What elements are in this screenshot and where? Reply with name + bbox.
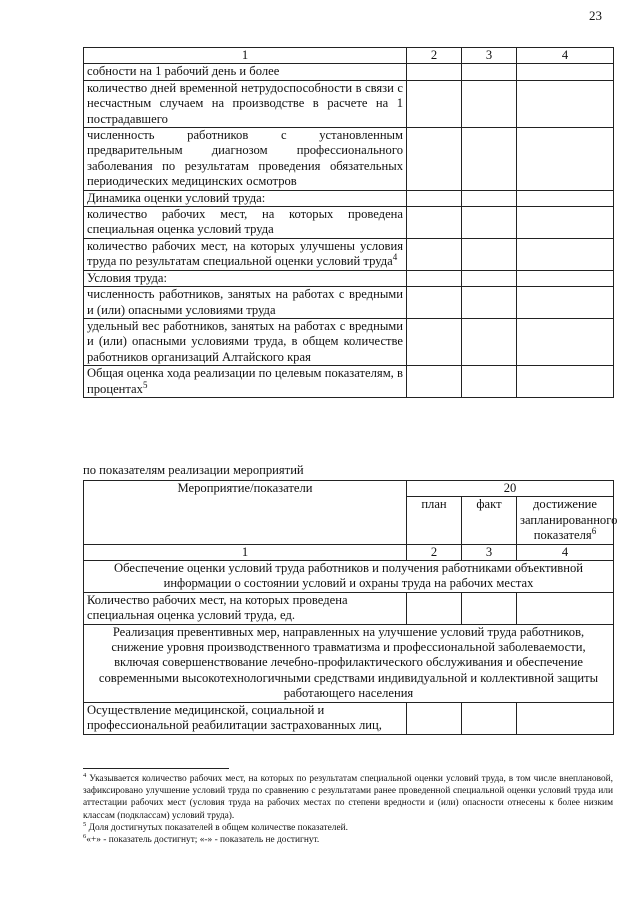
empty-cell [407, 592, 462, 624]
table-row [84, 207, 614, 239]
empty-cell [462, 592, 517, 624]
header-cell: 4 [517, 48, 614, 64]
empty-cell [407, 128, 462, 191]
footnote [83, 834, 613, 846]
empty-cell [517, 128, 614, 191]
footnote-separator [83, 768, 229, 769]
header-fact: факт [462, 497, 517, 544]
header-year: 20 [407, 481, 614, 497]
table-row [84, 366, 614, 398]
empty-cell [407, 366, 462, 398]
footnote-ref: 4 [392, 252, 398, 263]
footnote-text: «+» - показатель достигнут; «-» - показатель не достигнут. [86, 835, 320, 846]
empty-cell [517, 64, 614, 80]
table-header-row [84, 48, 614, 64]
header-cell: 3 [462, 48, 517, 64]
empty-cell [517, 190, 614, 206]
row-label: Количество рабочих мест, на которых проведена специальная оценка условий труда, ед. [84, 592, 407, 624]
empty-cell [517, 238, 614, 270]
empty-cell [517, 366, 614, 398]
empty-cell [517, 80, 614, 127]
empty-cell [407, 318, 462, 365]
table-number-row [84, 544, 614, 560]
empty-cell [462, 190, 517, 206]
row-label [84, 207, 407, 239]
header-plan: план [407, 497, 462, 544]
empty-cell [517, 702, 614, 734]
table-row [84, 128, 614, 191]
row-label [84, 238, 407, 270]
row-label [84, 366, 407, 398]
table-row [84, 64, 614, 80]
empty-cell [462, 702, 517, 734]
table-caption: по показателям реализации мероприятий [83, 463, 304, 477]
empty-cell [462, 366, 517, 398]
empty-cell [517, 270, 614, 286]
header-cell: 1 [84, 48, 407, 64]
empty-cell [517, 318, 614, 365]
footnote-text: Указывается количество рабочих мест, на которых по результатам специальной оценки условий труда, в том числе внеплановой, зафиксировано улучшение условий труда по сравнению с результатами ранее проведенной специальной оценки условий труда или аттестации рабочих мест (условия труда на рабочих местах по степени вредности и (или) опасности отнесены к более низким классам (подклассам) условий труда). [83, 774, 613, 821]
section-title: Реализация превентивных мер, направленных на улучшение условий труда работников, снижение уровня производственного травматизма и профессиональной заболеваемости, включая совершенствование лечебно-профилактического обслуживания и обеспечение современными высокотехнологичными средствами индивидуальной и коллективной защиты работающего населения [84, 624, 614, 702]
empty-cell [407, 702, 462, 734]
empty-cell [407, 270, 462, 286]
empty-cell [462, 80, 517, 127]
row-label-text: Условия труда: [87, 270, 167, 285]
number-cell: 4 [517, 544, 614, 560]
header-cell: 2 [407, 48, 462, 64]
number-cell: 3 [462, 544, 517, 560]
footnotes [83, 773, 613, 846]
empty-cell [407, 80, 462, 127]
table-row [84, 318, 614, 365]
indicators-table [83, 47, 614, 398]
footnote-mark: 4 [83, 771, 87, 779]
footnote [83, 822, 613, 834]
empty-cell [462, 270, 517, 286]
table-row [84, 702, 614, 734]
table-row [84, 287, 614, 319]
empty-cell [407, 207, 462, 239]
empty-cell [517, 592, 614, 624]
table-row [84, 190, 614, 206]
footnote-mark: 5 [83, 820, 87, 828]
table-row [84, 270, 614, 286]
empty-cell [407, 287, 462, 319]
empty-cell [462, 287, 517, 319]
row-label: Осуществление медицинской, социальной и профессиональной реабилитации застрахованных лиц, [84, 702, 407, 734]
empty-cell [462, 128, 517, 191]
empty-cell [407, 238, 462, 270]
row-label [84, 64, 407, 80]
table-header-row [84, 481, 614, 497]
footnote-ref: 6 [591, 526, 597, 537]
empty-cell [517, 207, 614, 239]
row-label-text: численность работников с установленным предварительным диагнозом профессионального заболевания по результатам проведения обязательных периодических медицинских осмотров [87, 128, 403, 189]
table-row [84, 592, 614, 624]
empty-cell [407, 190, 462, 206]
row-label-text: Общая оценка хода реализации по целевым показателям, в процентах [87, 366, 403, 396]
row-label [84, 270, 407, 286]
header-measures: Мероприятие/показатели [84, 481, 407, 545]
empty-cell [462, 207, 517, 239]
number-cell: 2 [407, 544, 462, 560]
row-label-text: количество рабочих мест, на которых улучшены условия труда по результатам специальной оценки условий труда [87, 238, 403, 269]
row-label-text: собности на 1 рабочий день и более [87, 64, 280, 79]
number-cell: 1 [84, 544, 407, 560]
row-label [84, 128, 407, 191]
footnote-ref: 5 [142, 379, 148, 390]
row-label-text: численность работников, занятых на работах с вредными и (или) опасными условиями труда [87, 287, 403, 317]
row-label-text: количество рабочих мест, на которых проведена специальная оценка условий труда [87, 207, 403, 237]
footnote [83, 773, 613, 822]
measures-table [83, 480, 618, 735]
section-row [84, 624, 614, 702]
table-row [84, 238, 614, 270]
row-label [84, 318, 407, 365]
section-row [84, 561, 614, 593]
row-label-text: количество дней временной нетрудоспособности в связи с несчастным случаем на производстве в расчете на 1 пострадавшего [87, 80, 403, 126]
footnote-text: Доля достигнутых показателей в общем количестве показателей. [86, 822, 349, 833]
row-label [84, 190, 407, 206]
footnote-mark: 6 [83, 832, 87, 840]
table-row [84, 80, 614, 127]
row-label-text: удельный вес работников, занятых на работах с вредными и (или) опасными условиями труда, в общем количестве работников организаций Алтайского края [87, 318, 403, 364]
empty-cell [462, 318, 517, 365]
empty-cell [407, 64, 462, 80]
section-title: Обеспечение оценки условий труда работников и получения работниками объективной информации о состоянии условий и охраны труда на рабочих местах [84, 561, 614, 593]
empty-cell [462, 64, 517, 80]
page-number: 23 [589, 8, 602, 23]
row-label-text: Динамика оценки условий труда: [87, 190, 266, 205]
header-achievement [517, 497, 618, 544]
empty-cell [517, 287, 614, 319]
empty-cell [462, 238, 517, 270]
row-label [84, 80, 407, 127]
header-achievement-text: достижение запланированного показателя [520, 497, 618, 543]
row-label [84, 287, 407, 319]
